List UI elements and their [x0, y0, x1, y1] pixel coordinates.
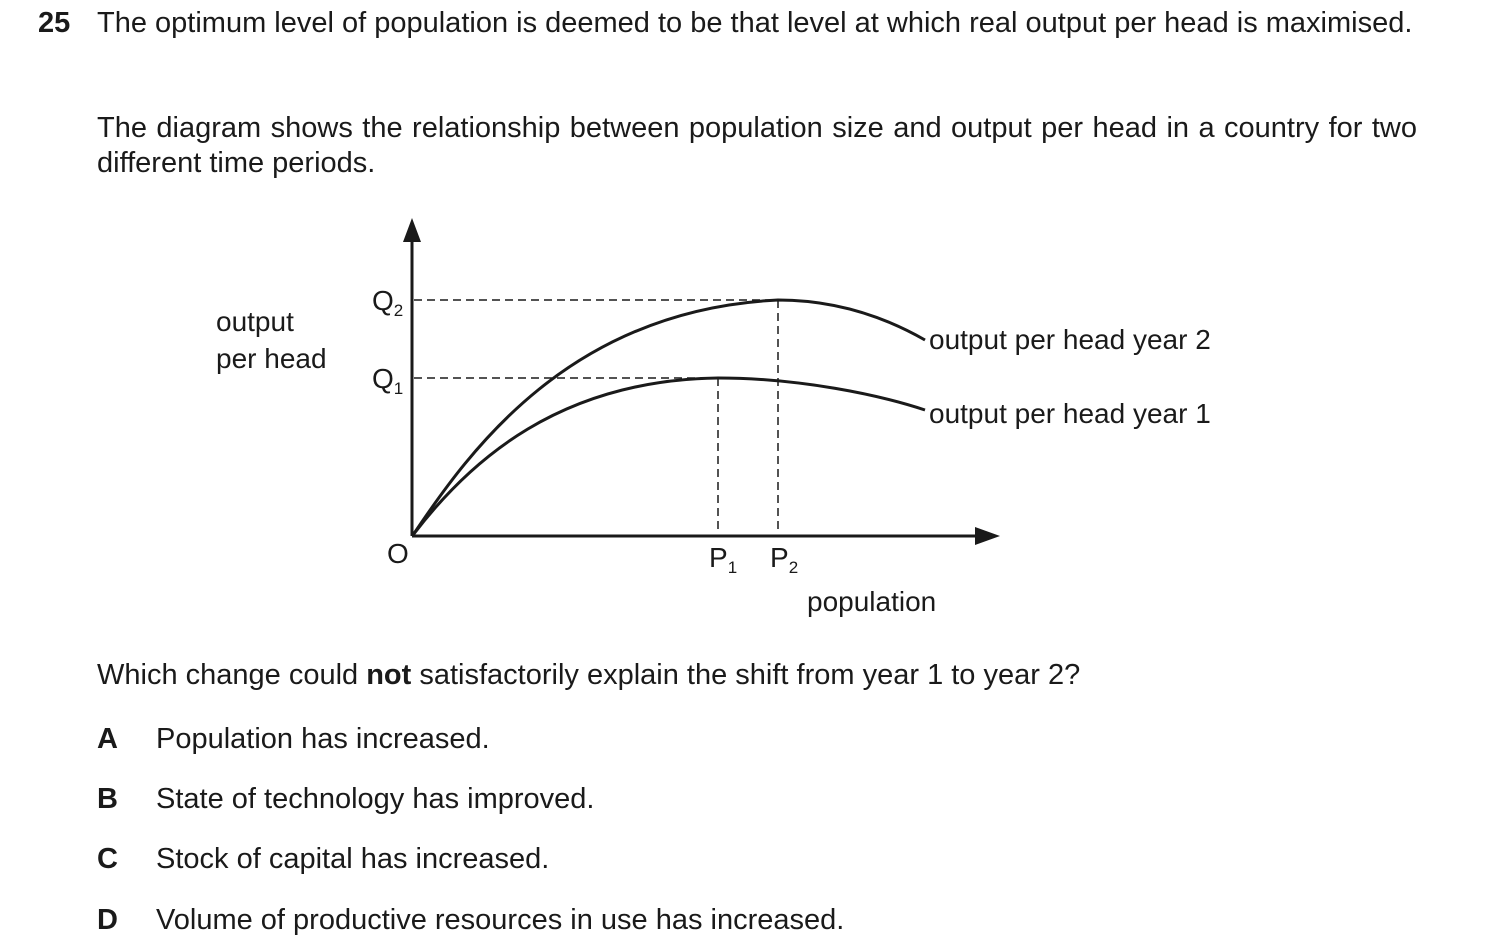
option-d-text: Volume of productive resources in use has increased.	[156, 904, 845, 936]
question-prompt-after: satisfactorily explain the shift from year 1 to year 2?	[411, 659, 1081, 691]
p2-subscript: 2	[788, 558, 799, 577]
q1-subscript: 1	[393, 379, 404, 398]
option-a-text: Population has increased.	[156, 723, 490, 755]
p2-label: $P_2$	[770, 542, 799, 577]
curve-year-2-label: output per head year 2	[929, 324, 1211, 355]
origin-label: O	[387, 538, 409, 569]
question-prompt-emphasis: not	[366, 659, 412, 691]
option-d	[97, 903, 844, 938]
curve-output-per-head-year-2	[413, 300, 925, 535]
option-c-letter: C	[97, 843, 118, 875]
y-axis-label-line1: output	[216, 306, 294, 337]
option-b-text: State of technology has improved.	[156, 783, 595, 815]
option-b	[97, 782, 594, 817]
q1-label: $Q_1$	[372, 363, 404, 398]
y-axis-arrowhead	[403, 218, 421, 242]
y-axis-label-line2: per head	[216, 343, 327, 374]
q2-subscript: 2	[393, 301, 404, 320]
p1-label: $P_1$	[709, 542, 738, 577]
option-a	[97, 722, 490, 757]
curve-year-1-label: output per head year 1	[929, 398, 1211, 429]
x-axis-arrowhead	[975, 527, 1000, 545]
x-axis-label: population	[807, 586, 937, 617]
option-b-letter: B	[97, 783, 118, 815]
q2-label: $Q_2$	[372, 285, 404, 320]
option-c-text: Stock of capital has increased.	[156, 843, 550, 875]
p1-subscript: 1	[727, 558, 738, 577]
question-number: 25	[38, 7, 71, 39]
option-a-letter: A	[97, 723, 118, 755]
question-stem-diagram-description: The diagram shows the relationship between population size and output per head in a country for two different time periods.	[97, 112, 1417, 179]
option-d-letter: D	[97, 904, 118, 936]
question-stem-definition: The optimum level of population is deemed to be that level at which real output per head is maximised.	[97, 7, 1413, 39]
question-prompt	[97, 658, 1297, 693]
option-c	[97, 842, 549, 877]
question-prompt-before: Which change could	[97, 659, 367, 691]
curve-output-per-head-year-1	[413, 378, 925, 535]
